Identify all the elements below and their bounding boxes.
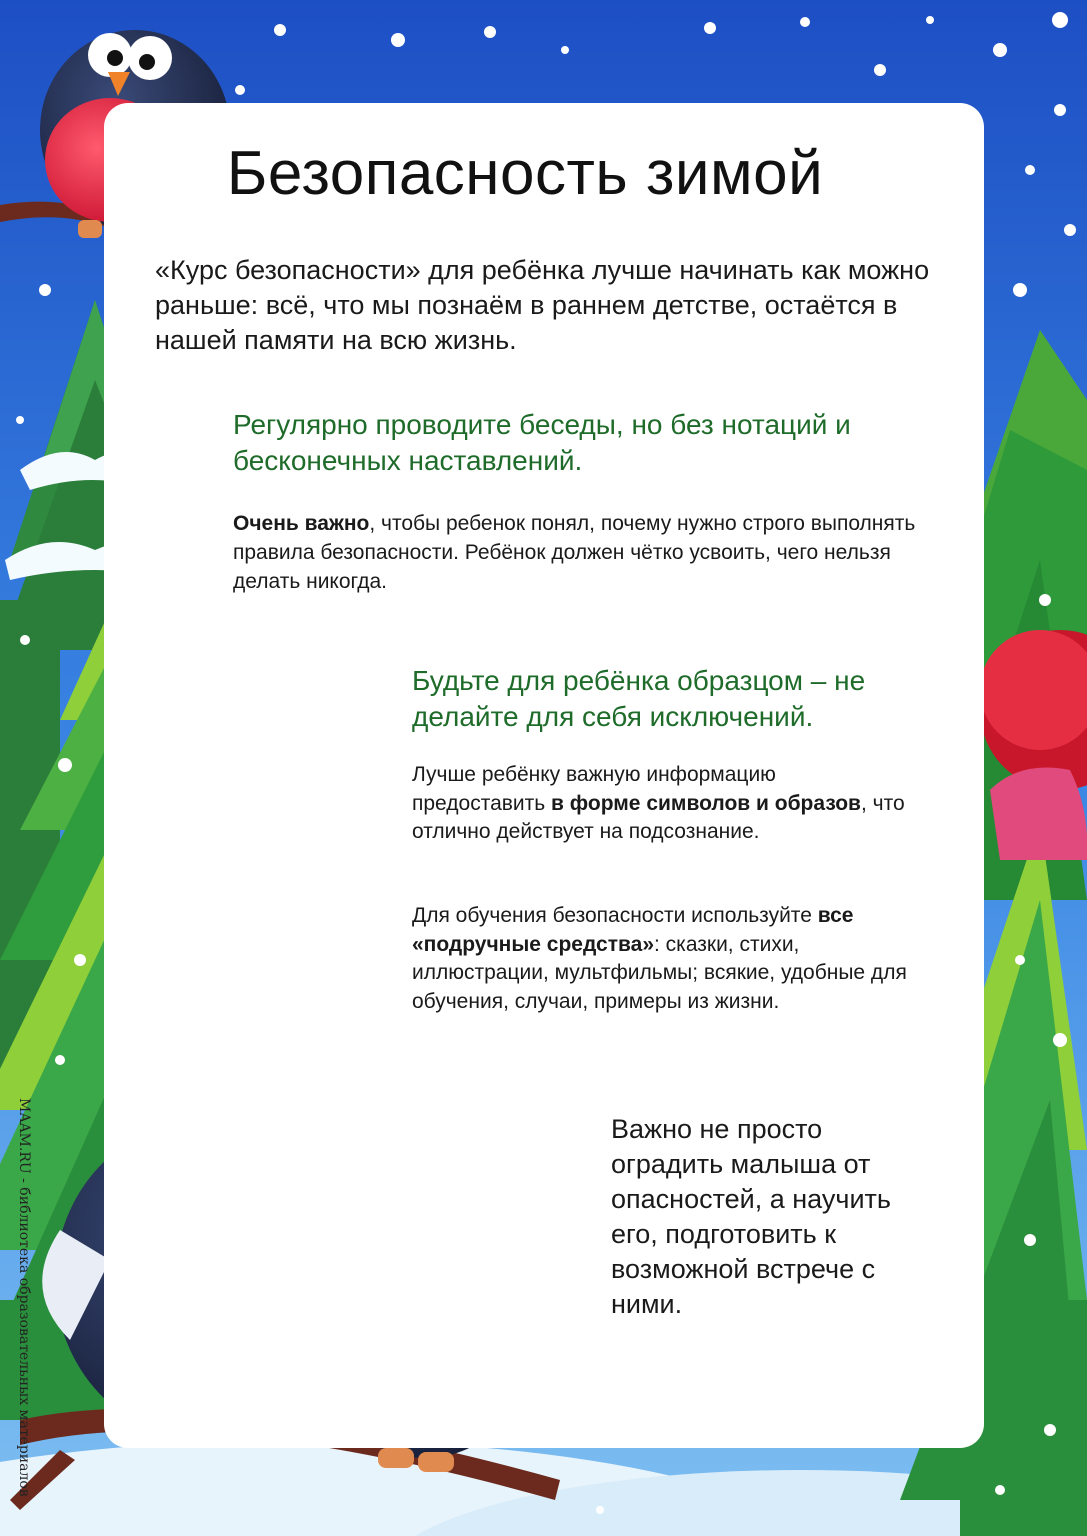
section1-bold: Очень важно	[233, 512, 370, 535]
section2-p2-end: : сказки, стихи, иллюстрации, мультфильмы; всякие, удобные для обучения, случаи, примеры из жизни.	[412, 932, 907, 1013]
watermark-text: MAAM.RU - библиотека образовательных материалов	[16, 1098, 32, 1497]
ornament-ball	[980, 630, 1087, 860]
section1-paragraph	[233, 509, 933, 596]
watermark	[10, 1098, 34, 1518]
section2-p1-bold: в форме символов и образов	[551, 791, 861, 815]
intro-paragraph: «Курс безопасности» для ребёнка лучше начинать как можно раньше: всё, что мы познаём в раннем детстве, остаётся в нашей памяти на всю жизнь.	[155, 255, 930, 355]
section2-p1-start: Лучше ребёнку важную информацию предоставить	[412, 763, 776, 815]
final-paragraph: Важно не просто оградить малыша от опасностей, а научить его, подготовить к возможной встрече с ними.	[611, 1114, 891, 1319]
section1-text: , чтобы ребенок понял, почему нужно строго выполнять правила безопасности. Ребёнок должен чётко усвоить, чего нельзя делать никогда.	[233, 512, 916, 593]
page-title: Безопасность зимой	[226, 139, 824, 208]
section1-heading: Регулярно проводите беседы, но без нотаций и бесконечных наставлений.	[233, 409, 851, 476]
section2-paragraph1	[412, 761, 912, 847]
section2-p2-start: Для обучения безопасности используйте	[412, 904, 818, 927]
section2-p1-end: , что отлично действует на подсознание.	[412, 791, 905, 843]
section2-p2-bold: все «подручные средства»	[412, 904, 854, 956]
section2-paragraph2	[412, 902, 932, 1016]
section2-heading: Будьте для ребёнка образцом – не делайте для себя исключений.	[412, 665, 866, 732]
